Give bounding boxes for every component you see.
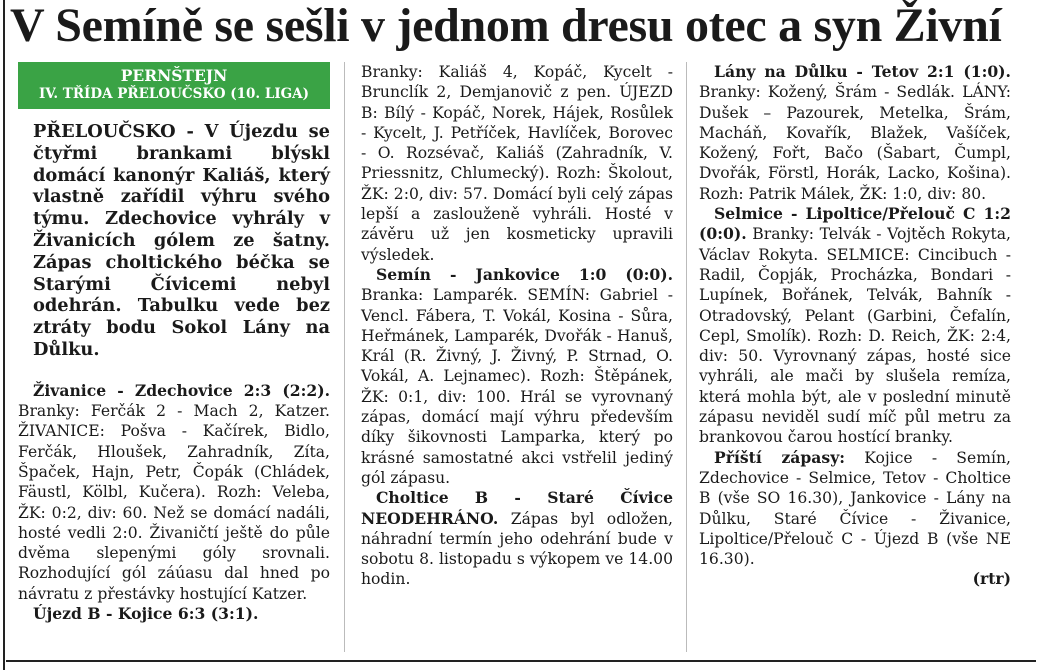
match-report [699,204,1011,448]
match-heading: Choltice B - Staré Čívice NEODEHRÁNO. [361,488,673,528]
match-report [361,265,673,488]
match-text: Zápas byl odložen, náhradní termín jeho odehrání bude v sobotu 8. listopadu s výkopem ve 14.00 hodin. [361,509,673,589]
author-byline: (rtr) [972,569,1011,589]
bottom-border-rule [6,660,1036,662]
match-text: Branky: Kožený, Šrám - Sedlák. LÁNY: Dušek – Pazourek, Metelka, Šrám, Macháň, Kovařík, Blažek, Vašíček, Kožený, Fořt, Bačo (Šabart, Čumpl, Dvořák, Förstl, Horák, Lacko, Košina). Rozh: Patrik Málek, ŽK: 1:0, div: 80. [699,83,1011,203]
match-heading: Újezd B - Kojice 6:3 (3:1). [33,604,259,624]
column-separator [344,62,345,652]
match-heading: Živanice - Zdechovice 2:3 (2:2). [33,380,330,400]
match-heading: Selmice - Lipoltice/Přelouč C 1:2 (0:0). [699,204,1011,244]
match-heading: Lány na Důlku - Tetov 2:1 (1:0). [714,62,1011,81]
article-column-3 [699,62,1011,590]
match-report [699,62,1011,204]
league-banner [18,62,330,109]
match-text: Branky: Kaliáš 4, Kopáč, Kycelt - Brunclík 2, Demjanovič z pen. ÚJEZD B: Bílý - Kopáč, Norek, Hájek, Rosůlek - Kycelt, J. Petříček, Havlíček, Borovec - O. Rozsévač, Kaliáš (Zahradník, V. Priessnitz, Chlumecký). Rozh: Školout, ŽK: 2:0, div: 57. Domácí byli celý zápas lepší a zaslouženě vyhráli. Hosté v závěru už jen kosmeticky upravili výsledek. [361,63,673,264]
article-lead: PŘELOUČSKO - V Újezdu se čtyřmi brankami blýskl domácí kanonýr Kaliáš, který vlastně zařídil výhru svého týmu. Zdechovice vyhrály v Živanicích gólem ze šatny. Zápas choltického béčka se Starými Čívicemi nebyl odehrán. Tabulku vede bez ztráty bodu Sokol Lány na Důlku. [33,121,330,360]
match-text: Branky: Ferčák 2 - Mach 2, Katzer. ŽIVANICE: Pošva - Kačírek, Bidlo, Ferčák, Hloušek, Zahradník, Zíta, Špaček, Hajn, Petr, Čopák (Chládek, Fäustl, Kölbl, Kučera). Rozh: Veleba, ŽK: 0:2, div: 60. Než se domácí nadáli, hosté vedli 2:0. Živaničtí ještě do půle dvěma slepenými góly srovnali. Rozhodující gól záúasu dal hned po návratu z přestávky hostující Katzer. [18,402,330,603]
next-matches-heading: Příští zápasy: [714,447,846,467]
banner-region: PERNŠTEJN [120,66,228,85]
match-report-continued [361,62,673,265]
article-column-1 [18,62,330,624]
match-text: Branka: Lamparék. SEMÍN: Gabriel - Vencl. Fábera, T. Vokál, Kosina - Sůra, Heřmánek, Lamparék, Dvořák - Hanuš, Král (R. Živný, J. Živný, P. Strnad, O. Vokál, A. Lejnamec). Rozh: Štěpánek, ŽK: 0:1, div: 100. Hrál se vyrovnaný zápas, domácí mají výhru především díky šikovnosti Lamparka, který po krásné samostatné akci vstřelil jediný gól zápasu. [361,286,673,487]
left-border-rule [3,0,5,670]
match-report [18,604,330,624]
banner-league: IV. TŘÍDA PŘELOUČSKO (10. LIGA) [38,86,310,102]
headline: V Semíně se sešli v jednom dresu otec a syn Živní [10,0,1002,52]
match-report [361,488,673,589]
match-heading: Semín - Jankovice 1:0 (0:0). [376,264,673,284]
match-report [18,381,330,604]
next-matches [699,448,1011,590]
match-text: Branky: Telvák - Vojtěch Rokyta, Václav Rokyta. SELMICE: Cincibuch - Radil, Čopják, Procházka, Bondari - Lupínek, Bořánek, Telvák, Bahník - Otradovský, Pelant (Garbini, Čefalín, Cepl, Smolík). Rozh: D. Reich, ŽK: 2:4, div: 50. Vyrovnaný zápas, hosté sice vyhráli, ale mači by slušela remíza, která mohla být, ale v poslední minutě zápasu neviděl sudí míč půl metru za brankovou čarou hostící branky. [699,225,1011,447]
next-matches-text: Kojice - Semín, Zdechovice - Selmice, Tetov - Choltice B (vše SO 16.30), Jankovice - Lány na Důlku, Staré Čívice - Živanice, Lipoltice/Přelouč C - Újezd B (vše NE 16.30). [699,448,1011,569]
column-separator [686,62,687,652]
article-column-2 [361,62,673,590]
